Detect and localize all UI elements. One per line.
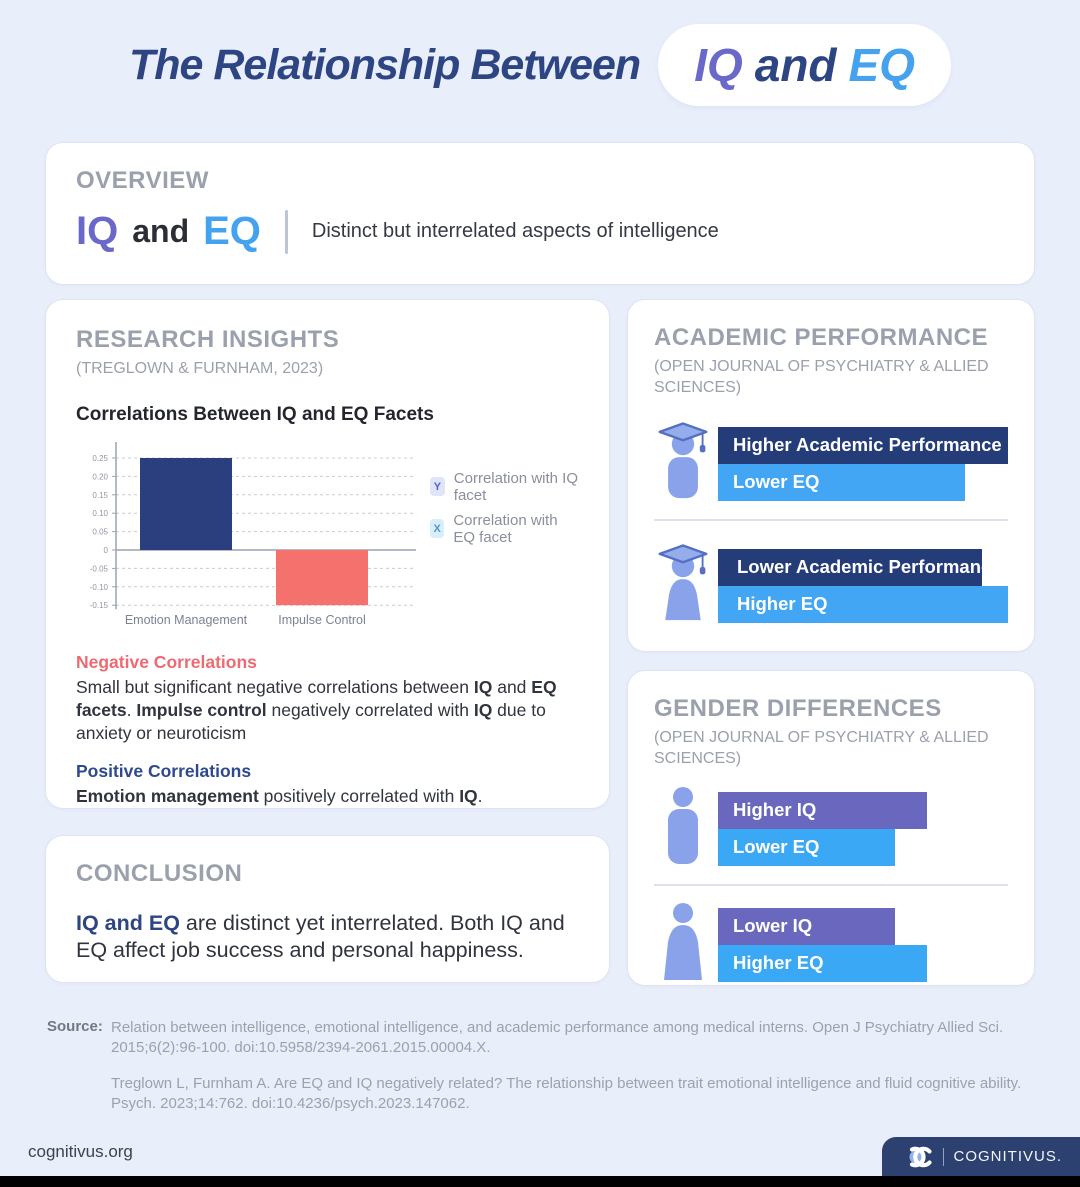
group-divider [654,884,1008,886]
pill-and-label: and [754,39,837,91]
eq-level-bar: Higher EQ [718,586,1008,623]
academic-heading: ACADEMIC PERFORMANCE [654,324,988,351]
cognitivus-logo-icon [898,1145,934,1169]
page-header [0,0,1080,106]
svg-text:0.20: 0.20 [92,472,108,482]
gender-bars-female [718,908,1008,982]
svg-text:0: 0 [103,545,108,555]
research-subheading: (TREGLOWN & FURNHAM, 2023) [76,360,324,377]
eq-level-bar: Higher EQ [718,945,927,982]
source-refs [111,1018,1035,1114]
academic-group-higher [654,415,1008,501]
svg-text:-0.10: -0.10 [89,582,108,592]
group-divider [654,519,1008,521]
right-column [627,299,1035,986]
bottom-bar [0,1176,1080,1187]
gender-bars-male [718,792,1008,866]
pill-eq-label: EQ [848,39,915,91]
overview-row [76,209,1004,254]
source-ref-1: Relation between intelligence, emotional intelligence, and academic performance among medical interns. Open J Psychiatry Allied Sci. 2015;6(2):96-100. doi:10.5958/2394-2061.2015.00004.X. [111,1019,1004,1057]
academic-performance-card [627,299,1035,652]
overview-card [45,142,1035,285]
svg-text:-0.15: -0.15 [89,600,108,610]
research-heading: RESEARCH INSIGHTS [76,326,340,353]
source-label: Source: [47,1018,103,1035]
page-title: The Relationship Between [128,40,641,89]
pill-iq-label: IQ [694,39,743,91]
chart-legend [430,470,579,636]
conclusion-heading: CONCLUSION [76,860,243,887]
academic-group-lower [654,537,1008,623]
brand-name: COGNITIVUS. [953,1148,1062,1165]
content-area [0,142,1080,986]
svg-text:0.25: 0.25 [92,453,108,463]
conclusion-card [45,835,610,983]
chart-row [76,436,579,636]
chart-title: Correlations Between IQ and EQ Facets [76,403,434,425]
brand-badge [882,1137,1080,1176]
legend-y-badge: Y [430,477,445,496]
male-graduate-icon [654,415,712,501]
negative-correlations-body: Small but significant negative correlations between IQ and EQ facets. Impulse control negatively correlated with IQ due to anxiety or neuroticism [76,676,557,743]
gender-group-male [654,786,1008,866]
source-ref-2: Treglown L, Furnham A. Are EQ and IQ negatively related? The relationship between trait emotional intelligence and fluid cognitive ability. Psych. 2023;14:762. doi:10.4236/psych.2023.147062. [111,1074,1022,1112]
source-section [0,1018,1080,1114]
svg-text:0.05: 0.05 [92,527,108,537]
female-graduate-icon [654,537,712,623]
legend-item-eq [430,512,579,546]
gender-heading: GENDER DIFFERENCES [654,695,942,722]
brand-separator [943,1148,944,1166]
academic-performance-bar: Lower Academic Performance [718,549,982,586]
academic-performance-bar: Higher Academic Performance [718,427,1008,464]
eq-level-bar: Lower EQ [718,829,895,866]
svg-text:-0.05: -0.05 [89,564,108,574]
cards-row [45,299,1035,986]
svg-text:Emotion Management: Emotion Management [124,612,248,627]
conclusion-body: IQ and EQ are distinct yet interrelated. Both IQ and EQ affect job success and personal happiness. [76,911,565,962]
overview-iq-label: IQ [76,209,119,253]
gender-subheading: (OPEN JOURNAL OF PSYCHIATRY & ALLIED SCIENCES) [654,729,989,767]
overview-eq-label: EQ [203,209,261,253]
iq-level-bar: Lower IQ [718,908,895,945]
footer-site-link[interactable]: cognitivus.org [28,1142,133,1161]
overview-divider [285,210,288,254]
negative-correlations-heading: Negative Correlations [76,651,257,672]
left-column [45,299,610,983]
overview-heading: OVERVIEW [76,167,209,194]
research-insights-card [45,299,610,809]
academic-bars-higher [718,427,1008,501]
svg-text:0.10: 0.10 [92,508,108,518]
overview-and-label: and [132,213,190,249]
male-person-icon [654,786,712,866]
correlation-bar-chart [76,436,426,636]
legend-label-iq: Correlation with IQ facet [453,469,578,504]
academic-subheading: (OPEN JOURNAL OF PSYCHIATRY & ALLIED SCIENCES) [654,358,989,396]
overview-tagline: Distinct but interrelated aspects of intelligence [311,220,719,242]
title-pill [658,24,951,106]
legend-label-eq: Correlation with EQ facet [453,511,558,546]
eq-level-bar: Lower EQ [718,464,965,501]
female-person-icon [654,902,712,982]
legend-x-badge: X [430,519,444,538]
legend-item-iq [430,470,579,504]
gender-group-female [654,902,1008,982]
positive-correlations-heading: Positive Correlations [76,761,252,782]
svg-text:Impulse Control: Impulse Control [278,612,366,627]
gender-differences-card [627,670,1035,986]
academic-bars-lower [718,549,1008,623]
svg-text:0.15: 0.15 [92,490,108,500]
iq-level-bar: Higher IQ [718,792,927,829]
positive-correlations-body: Emotion management positively correlated with IQ. [76,786,483,807]
